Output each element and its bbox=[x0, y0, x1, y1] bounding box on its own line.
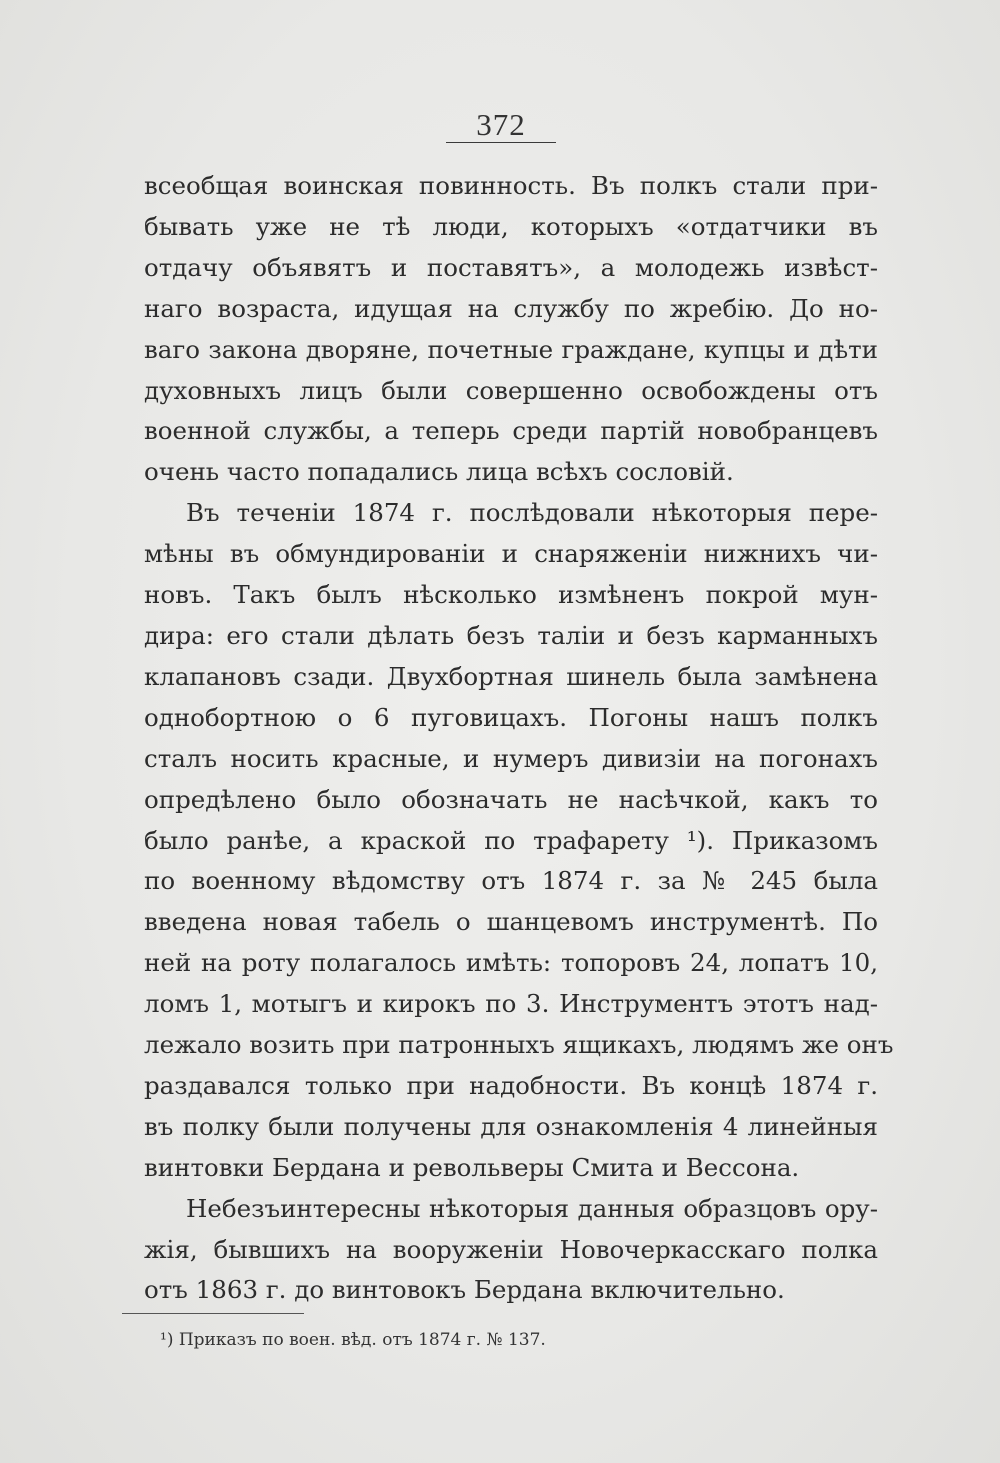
text-line: дира: его стали дѣлать безъ таліи и безъ карманныхъ bbox=[144, 620, 878, 650]
text-line: ломъ 1, мотыгъ и кирокъ по 3. Инструментъ этотъ над- bbox=[144, 989, 878, 1019]
text-line: сталъ носить красные, и нумеръ дивизіи на погонахъ bbox=[144, 743, 878, 773]
page-header bbox=[446, 108, 556, 143]
paragraph-start-line: Въ теченіи 1874 г. послѣдовали нѣкоторыя пере- bbox=[186, 498, 878, 528]
text-line: жія, бывшихъ на вооруженіи Новочеркасскаго полка bbox=[144, 1234, 878, 1264]
page-number: 372 bbox=[476, 107, 526, 142]
text-line: винтовки Бердана и револьверы Смита и Вессона. bbox=[144, 1152, 800, 1182]
text-line: всеобщая воинская повинность. Въ полкъ стали при- bbox=[144, 171, 878, 200]
text-line: ней на роту полагалось имѣть: топоровъ 24, лопатъ 10, bbox=[144, 948, 878, 978]
text-line: лежало возить при патронныхъ ящикахъ, людямъ же онъ bbox=[144, 1030, 894, 1060]
text-line: введена новая табель о шанцевомъ инструментѣ. По bbox=[144, 907, 878, 937]
text-line: отдачу объявятъ и поставятъ», а молодежь извѣст- bbox=[144, 252, 878, 282]
text-line: отъ 1863 г. до винтовокъ Бердана включительно. bbox=[144, 1275, 785, 1305]
text-line: въ полку были получены для ознакомленія 4 линейныя bbox=[144, 1111, 878, 1141]
text-line: по военному вѣдомству отъ 1874 г. за № 245 была bbox=[144, 866, 878, 896]
text-line: военной службы, а теперь среди партій новобранцевъ bbox=[144, 416, 878, 446]
paragraph-start-line: Небезъинтересны нѣкоторыя данныя образцовъ ору- bbox=[186, 1193, 878, 1223]
footnote: ¹) Приказъ по воен. вѣд. отъ 1874 г. № 137. bbox=[160, 1330, 546, 1350]
text-line: ваго закона дворяне, почетные граждане, купцы и дѣти bbox=[144, 334, 878, 364]
text-line: было ранѣе, а краской по трафарету ¹). Приказомъ bbox=[144, 825, 878, 855]
body-text bbox=[144, 166, 894, 1311]
text-line: очень часто попадались лица всѣхъ сословій. bbox=[144, 457, 734, 487]
text-line: наго возраста, идущая на службу по жребію. До но- bbox=[144, 293, 878, 323]
page-number-underline bbox=[446, 142, 556, 143]
text-line: опредѣлено было обозначать не насѣчкой, какъ то bbox=[144, 784, 878, 814]
text-line: однобортною о 6 пуговицахъ. Погоны нашъ полкъ bbox=[144, 702, 878, 732]
text-line: клапановъ сзади. Двухбортная шинель была замѣнена bbox=[144, 661, 878, 691]
text-line: бывать уже не тѣ люди, которыхъ «отдатчики въ bbox=[144, 211, 878, 241]
text-line: духовныхъ лицъ были совершенно освобождены отъ bbox=[144, 375, 878, 405]
text-line: раздавался только при надобности. Въ концѣ 1874 г. bbox=[144, 1070, 878, 1100]
footnote-separator bbox=[122, 1313, 304, 1314]
text-line: новъ. Такъ былъ нѣсколько измѣненъ покрой мун- bbox=[144, 580, 878, 610]
text-line: мѣны въ обмундированіи и снаряженіи нижнихъ чи- bbox=[144, 539, 878, 569]
